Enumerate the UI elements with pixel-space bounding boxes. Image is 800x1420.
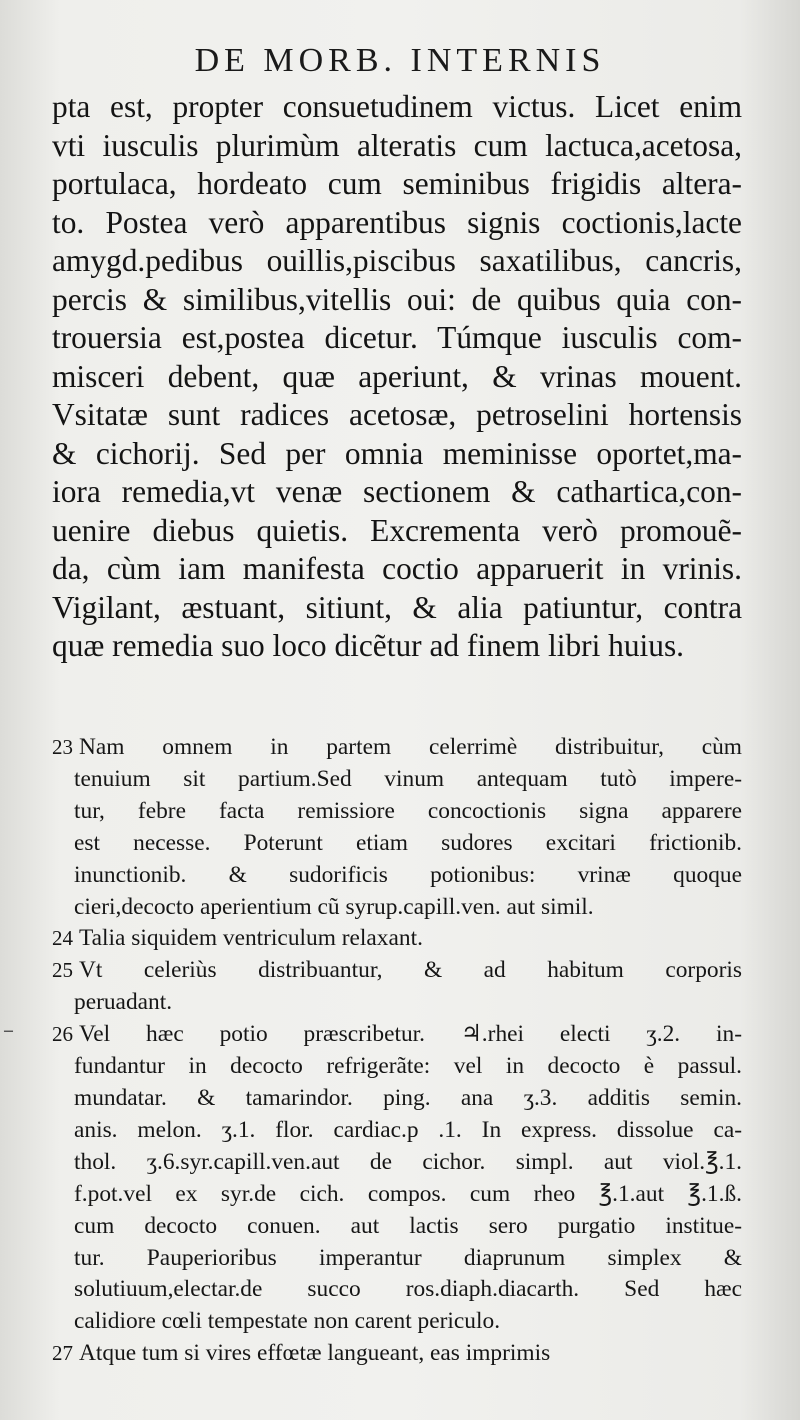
annotation-notes bbox=[52, 732, 742, 1370]
note-line bbox=[52, 892, 742, 924]
note-line bbox=[52, 1115, 742, 1147]
note-text: Vel hæc potio præscribetur. ♃.rhei electi ʒ.2. in- bbox=[79, 1021, 742, 1048]
main-text-line: misceri debent, quæ aperiunt, & vrinas mouent. bbox=[52, 358, 742, 394]
note-text: Atque tum si vires effœtæ langueant, eas imprimis bbox=[79, 1340, 551, 1367]
main-text-line: pta est, propter consuetudinem victus. Licet enim bbox=[52, 89, 742, 124]
note-number: 24 bbox=[52, 926, 73, 951]
main-text-line: amygd.pedibus ouillis,piscibus saxatilibus, cancris, bbox=[52, 243, 742, 278]
main-text-line: quæ remedia suo loco dicẽtur ad finem libri huius. bbox=[52, 628, 685, 663]
note-text: mundatar. & tamarindor. ping. ana ʒ.3. additis semin. bbox=[74, 1084, 742, 1111]
note-text: Nam omnem in partem celerrimè distribuitur, cùm bbox=[79, 734, 742, 760]
note-line bbox=[52, 860, 742, 892]
note-line bbox=[52, 1083, 742, 1115]
note-text: inunctionib. & sudorificis potionibus: vrinæ quoque bbox=[74, 861, 742, 888]
main-text-line: Vigilant, æstuant, sitiunt, & alia patiuntur, contra bbox=[52, 589, 742, 625]
note-line bbox=[52, 1051, 742, 1083]
main-text-line: uenire diebus quietis. Excrementa verò promouẽ- bbox=[52, 512, 742, 548]
main-text-line: da, cùm iam manifesta coctio apparuerit in vrinis. bbox=[52, 551, 742, 586]
main-text-line: & cichorij. Sed per omnia meminisse oportet,ma- bbox=[52, 435, 742, 471]
note-line bbox=[52, 1338, 742, 1370]
note-text: cieri,decocto aperientium cũ syrup.capill.ven. aut simil. bbox=[74, 893, 594, 920]
note-text: cum decocto conuen. aut lactis sero purgatio institue- bbox=[74, 1212, 742, 1239]
note-text: Talia siquidem ventriculum relaxant. bbox=[79, 925, 423, 952]
note-line bbox=[52, 955, 742, 987]
note-number: 23 bbox=[52, 735, 73, 759]
note-text: thol. ʒ.6.syr.capill.ven.aut de cichor. simpl. aut viol.℥.1. bbox=[74, 1148, 742, 1175]
main-text-line: iora remedia,vt venæ sectionem & cathartica,con- bbox=[52, 474, 742, 509]
note-line bbox=[52, 1306, 742, 1338]
note-text: anis. melon. ʒ.1. flor. cardiac.p .1. In express. dissolue ca- bbox=[74, 1116, 742, 1143]
main-text-line: Vsitatæ sunt radices acetosæ, petroselini hortensis bbox=[52, 397, 742, 432]
note-number: 25 bbox=[52, 958, 73, 983]
main-text-line: to. Postea verò apparentibus signis coctionis,lacte bbox=[52, 204, 742, 240]
note-text: peruadant. bbox=[74, 989, 173, 1016]
note-line bbox=[52, 1019, 742, 1051]
note-number: 26 bbox=[52, 1022, 73, 1047]
note-line bbox=[52, 764, 742, 796]
main-text-block bbox=[52, 88, 742, 666]
note-text: tur. Pauperioribus imperantur diaprunum simplex & bbox=[74, 1244, 742, 1271]
note-line bbox=[52, 987, 742, 1019]
note-text: calidiore cœli tempestate non carent periculo. bbox=[74, 1308, 501, 1335]
note-line bbox=[52, 1211, 742, 1243]
note-number: 27 bbox=[52, 1341, 73, 1366]
note-line bbox=[52, 1243, 742, 1275]
note-line bbox=[52, 1147, 742, 1179]
note-line bbox=[52, 828, 742, 860]
note-line bbox=[52, 796, 742, 828]
running-head: DE MORB. INTERNIS bbox=[194, 42, 606, 79]
note-line bbox=[52, 923, 742, 955]
margin-mark: – bbox=[3, 1018, 14, 1043]
note-line bbox=[52, 1274, 742, 1306]
note-text: Vt celeriùs distribuantur, & ad habitum corporis bbox=[79, 957, 742, 984]
note-line bbox=[52, 1179, 742, 1211]
main-text-line: portulaca, hordeato cum seminibus frigidis altera- bbox=[52, 166, 742, 201]
main-text-line: trouersia est,postea dicetur. Túmque iusculis com- bbox=[52, 320, 742, 355]
note-line bbox=[52, 732, 742, 764]
note-text: fundantur in decocto refrigerãte: vel in decocto è passul. bbox=[74, 1053, 742, 1080]
note-text: tur, febre facta remissiore concoctionis signa apparere bbox=[74, 797, 742, 824]
main-text-line: vti iusculis plurimùm alteratis cum lactuca,acetosa, bbox=[52, 127, 742, 163]
main-text-line: percis & similibus,vitellis oui: de quibus quia con- bbox=[52, 281, 742, 317]
note-text: solutiuum,electar.de succo ros.diaph.diacarth. Sed hæc bbox=[74, 1276, 742, 1303]
note-text: f.pot.vel ex syr.de cich. compos. cum rheo ℥.1.aut ℥.1.ß. bbox=[74, 1180, 742, 1207]
note-text: est necesse. Poterunt etiam sudores excitari frictionib. bbox=[74, 829, 742, 856]
note-text: tenuium sit partium.Sed vinum antequam tutò impere- bbox=[74, 765, 742, 792]
